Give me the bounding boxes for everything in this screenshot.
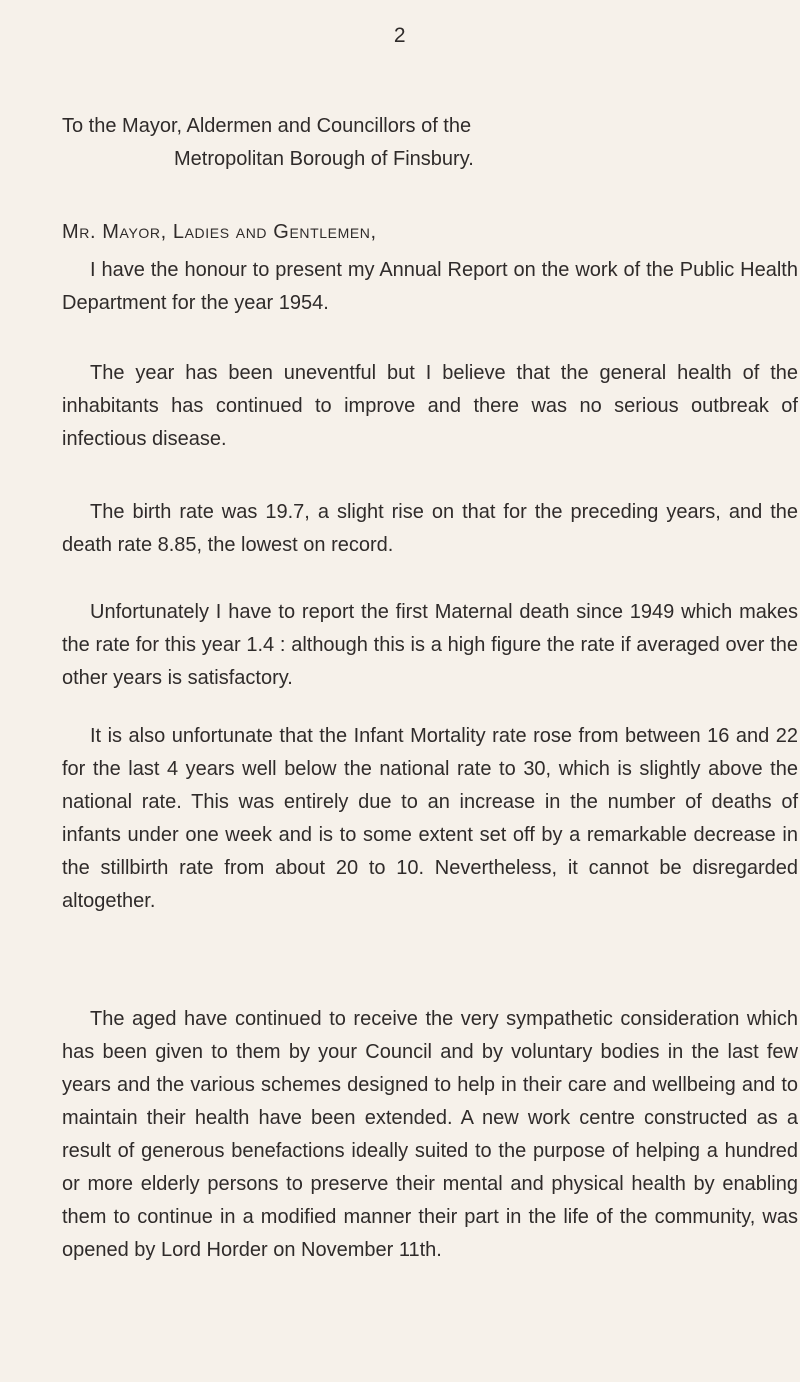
paragraph-maternal-death [62,596,798,695]
paragraph-text: I have the honour to present my Annual Report on the work of the Public Health Department for the year 1954. [62,259,798,314]
addressee-line-1: To the Mayor, Aldermen and Councillors of the [62,115,472,137]
paragraph-infant-mortality [62,720,798,918]
paragraph-text: It is also unfortunate that the Infant Mortality rate rose from between 16 and 22 for the last 4 years well below the national rate to 30, which is slightly above the national rate. This was entirely due to an increase in the number of deaths of infants under one week and is to some extent set off by a remarkable decrease in the stillbirth rate from about 20 to 10. Nevertheless, it cannot be disregarded altogether. [62,725,798,912]
page-number: 2 [393,24,407,47]
paragraph-text: The aged have continued to receive the very sympathetic consideration which has been given to them by your Council and by voluntary bodies in the last few years and the various schemes designed to help in their care and wellbeing and to maintain their health have been extended. A new work centre constructed as a result of generous benefactions ideally suited to the purpose of helping a hundred or more elderly persons to preserve their mental and physical health by enabling them to continue in a modified manner their part in the life of the community, was opened by Lord Horder on November 11th. [62,1008,798,1261]
paragraph-annual-report [62,254,798,320]
paragraph-text: The birth rate was 19.7, a slight rise on that for the preceding years, and the death rate 8.85, the lowest on record. [62,501,798,556]
paragraph-text: The year has been uneventful but I believe that the general health of the inhabitants has continued to improve and there was no serious outbreak of infectious disease. [62,362,798,450]
salutation: Mr. Mayor, Ladies and Gentlemen, [62,221,377,243]
paragraph-birth-death-rate [62,496,798,562]
paragraph-uneventful-year [62,357,798,456]
paragraph-text: Unfortunately I have to report the first Maternal death since 1949 which makes the rate for this year 1.4 : although this is a high figure the rate if averaged over the other years is satisfactory. [62,601,798,689]
paragraph-aged-care [62,1003,798,1267]
addressee-line-2: Metropolitan Borough of Finsbury. [174,148,474,170]
addressee-block [62,110,474,176]
